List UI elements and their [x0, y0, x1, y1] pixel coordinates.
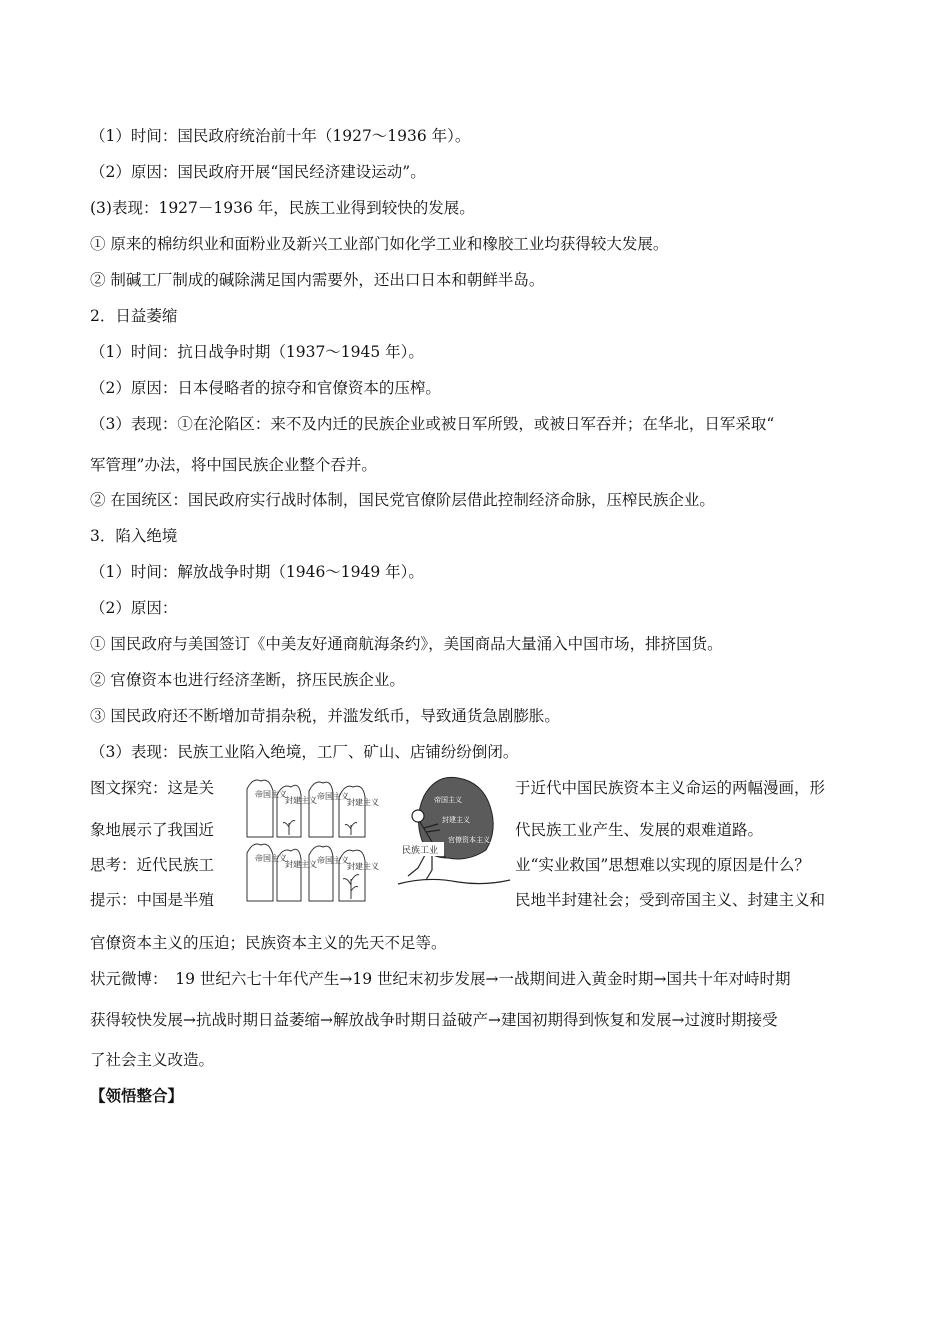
rock-shape: [247, 844, 273, 901]
rock-shape: [309, 782, 333, 837]
explore-right-line: 代民族工业产生、发展的艰难道路。: [515, 821, 764, 839]
text-line: （3）表现：民族工业陷入绝境，工厂、矿山、店铺纷纷倒闭。: [90, 743, 519, 761]
text-line: ① 原来的棉纺织业和面粉业及新兴工业部门如化学工业和橡胶工业均获得较大发展。: [90, 235, 669, 253]
text-line: ② 官僚资本也进行经济垄断，挤压民族企业。: [90, 671, 405, 689]
rock-label: 帝国主义: [255, 854, 287, 863]
explore-right-line: 于近代中国民族资本主义命运的两幅漫画，形: [515, 779, 826, 797]
section-title: 3．陷入绝境: [90, 527, 178, 545]
text-line: （2）原因：日本侵略者的掠夺和官僚资本的压榨。: [90, 379, 441, 397]
rock-label: 帝国主义: [255, 790, 287, 799]
weibo-line: 状元微博： 19 世纪六七十年代产生→19 世纪末初步发展→一战期间进入黄金时期→国共十年对峙时期: [90, 970, 791, 988]
weibo-line: 了社会主义改造。: [90, 1051, 215, 1069]
rock-label: 封建主义: [285, 860, 317, 869]
rock-label: 帝国主义: [317, 792, 349, 801]
rock-label: 封建主义: [347, 862, 379, 871]
text-line: （1）时间：国民政府统治前十年（1927～1936 年）。: [90, 127, 471, 145]
text-line: （2）原因：: [90, 599, 178, 617]
rock-label: 封建主义: [347, 798, 379, 807]
explore-left-line: 图文探究：这是关: [90, 779, 215, 797]
rock-shape: [247, 780, 273, 837]
section-heading: 【领悟整合】: [90, 1086, 184, 1105]
cartoon-rocks-image: [243, 775, 379, 905]
rock-label: 封建主义: [285, 796, 317, 805]
figure-label: 民族工业: [402, 846, 439, 856]
text-line: （1）时间：抗日战争时期（1937～1945 年）。: [90, 343, 424, 361]
text-line: （1）时间：解放战争时期（1946～1949 年）。: [90, 563, 424, 581]
text-line: ② 制碱工厂制成的碱除满足国内需要外，还出口日本和朝鲜半岛。: [90, 271, 545, 289]
text-line: (3)表现：1927－1936 年，民族工业得到较快的发展。: [90, 199, 475, 217]
explore-right-line: 民地半封建社会；受到帝国主义、封建主义和: [515, 891, 826, 909]
sprout: [345, 823, 357, 836]
text-line: （2）原因：国民政府开展“国民经济建设运动”。: [90, 163, 426, 181]
boulder-label: 官僚资本主义: [448, 836, 490, 844]
weibo-line: 获得较快发展→抗战时期日益萎缩→解放战争时期日益破产→建国初期得到恢复和发展→过渡时期接受: [90, 1011, 778, 1029]
rock-label: 帝国主义: [317, 856, 349, 865]
sprout: [343, 875, 359, 899]
rock-shape: [309, 846, 333, 901]
sprout: [283, 821, 295, 836]
explore-left-line: 象地展示了我国近: [90, 821, 215, 839]
text-line: 军管理”办法，将中国民族企业整个吞并。: [90, 456, 377, 474]
explore-left-line: 思考：近代民族工: [90, 856, 215, 874]
cartoon-boulder-image: [398, 772, 510, 890]
explore-right-line: 业“实业救国”思想难以实现的原因是什么？: [515, 856, 810, 874]
boulder-label: 帝国主义: [434, 796, 462, 804]
section-title: 2．日益萎缩: [90, 307, 178, 325]
text-line: ③ 国民政府还不断增加苛捐杂税，并滥发纸币，导致通货急剧膨胀。: [90, 707, 560, 725]
explore-left-line: 提示：中国是半殖: [90, 891, 215, 909]
text-line: ① 国民政府与美国签订《中美友好通商航海条约》，美国商品大量涌入中国市场，排挤国货。: [90, 635, 723, 653]
explore-tail: 官僚资本主义的压迫；民族资本主义的先天不足等。: [90, 934, 447, 952]
boulder-label: 封建主义: [442, 816, 470, 824]
text-line: ② 在国统区：国民政府实行战时体制，国民党官僚阶层借此控制经济命脉，压榨民族企业。: [90, 491, 715, 509]
text-line: （3）表现：①在沦陷区：来不及内迁的民族企业或被日军所毁，或被日军吞并；在华北，日军采取“: [90, 415, 775, 433]
